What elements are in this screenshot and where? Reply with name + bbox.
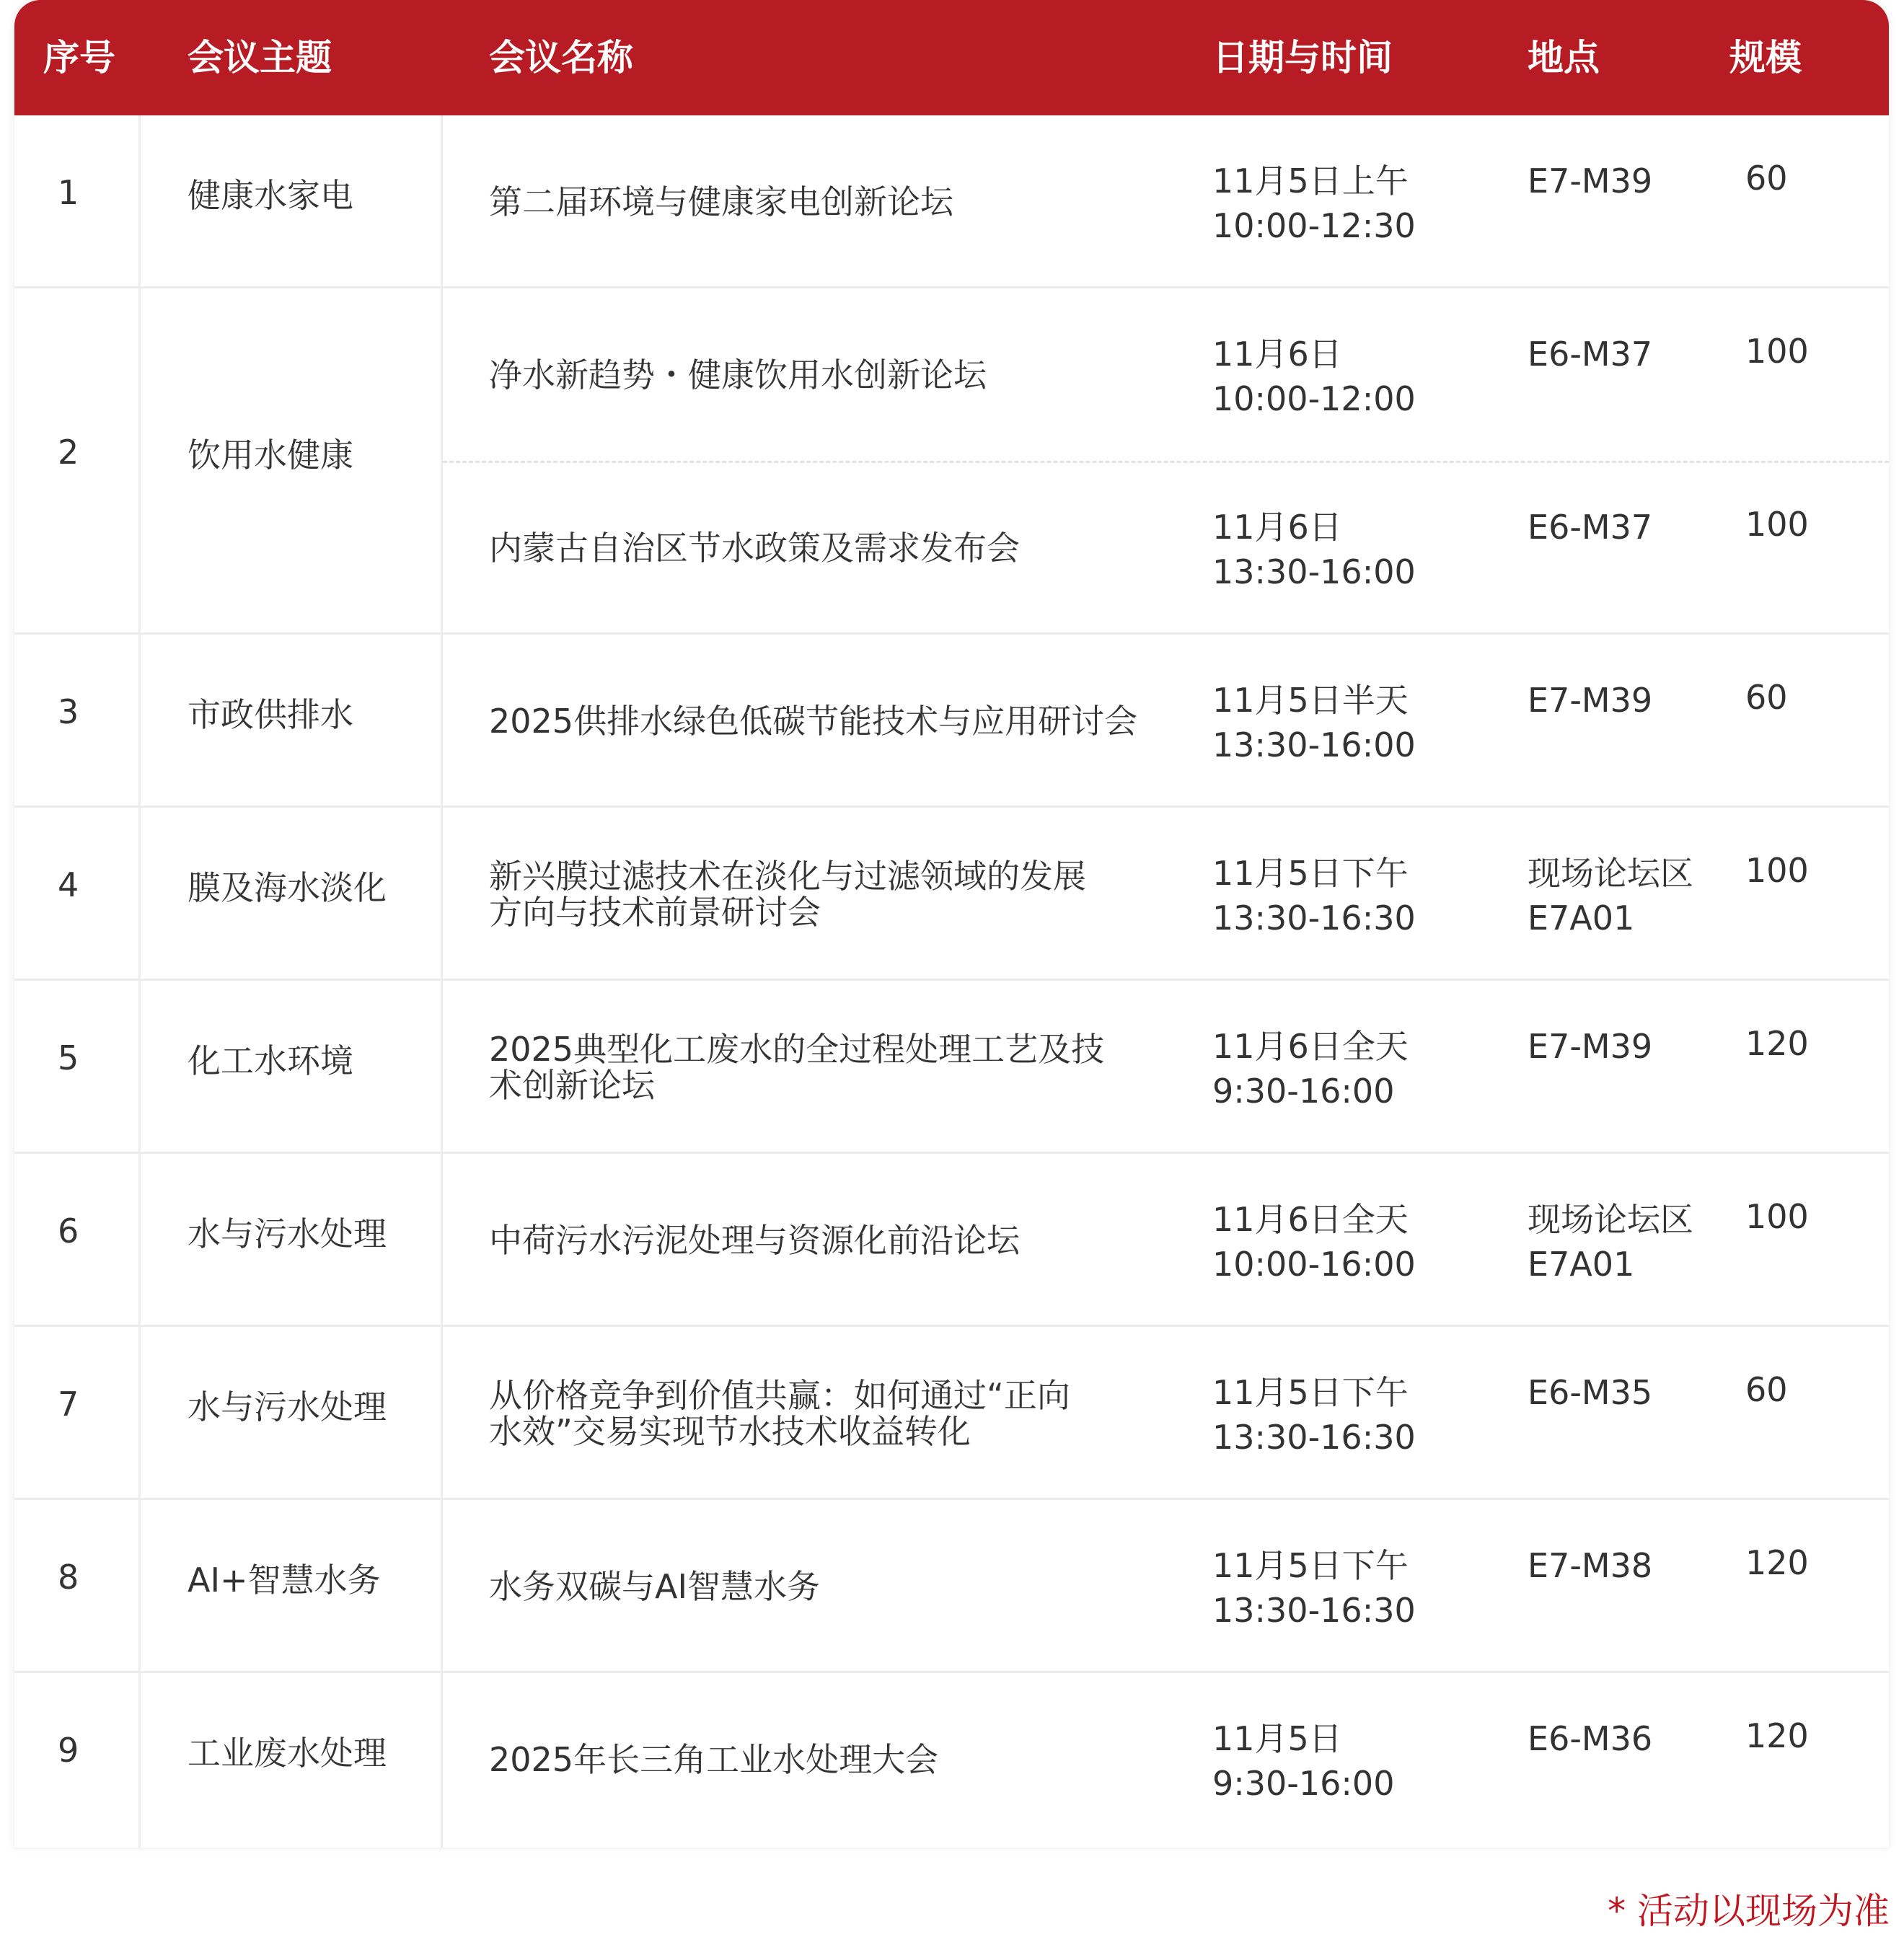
row-number: 9 (58, 1731, 79, 1770)
session-scale: 100 (1745, 851, 1809, 890)
header-topic: 会议主题 (188, 37, 332, 79)
session-name-line: 2025典型化工废水的全过程处理工艺及技 (489, 1030, 1105, 1069)
row-topic: AI+智慧水务 (188, 1561, 381, 1600)
session-date: 11月6日 (1212, 508, 1342, 547)
row-number: 1 (58, 173, 79, 212)
table-row (14, 1500, 1889, 1673)
session-datetime (1212, 1716, 1394, 1806)
table-row (14, 288, 1889, 635)
session-time: 10:00-12:00 (1212, 379, 1416, 418)
header-datetime: 日期与时间 (1212, 37, 1393, 79)
session-location-line: E7A01 (1528, 1245, 1635, 1284)
conference-table (14, 0, 1889, 1848)
session-location (1528, 1197, 1693, 1287)
session-location-line: E7-M38 (1528, 1546, 1653, 1585)
session-location-line: E7-M39 (1528, 681, 1653, 720)
row-number: 8 (58, 1558, 79, 1597)
session-scale: 120 (1745, 1024, 1809, 1063)
session-datetime (1212, 159, 1416, 248)
session-name-line: 第二届环境与健康家电创新论坛 (489, 182, 953, 221)
session-name (489, 1377, 1070, 1450)
row-topic: 水与污水处理 (188, 1214, 387, 1253)
row-topic: 饮用水健康 (188, 436, 353, 475)
table-header (14, 0, 1889, 115)
session-date: 11月5日 (1212, 1719, 1342, 1758)
row-number: 2 (58, 433, 79, 472)
session-scale: 100 (1745, 505, 1809, 544)
footnote: * 活动以现场为准 (1608, 1890, 1890, 1932)
table-row (14, 1327, 1889, 1500)
header-name: 会议名称 (489, 37, 633, 79)
session-datetime (1212, 1197, 1416, 1287)
session-time: 13:30-16:00 (1212, 725, 1416, 764)
session-time: 13:30-16:30 (1212, 1591, 1416, 1630)
table-row (14, 115, 1889, 288)
session-time: 13:30-16:30 (1212, 1418, 1416, 1457)
session-location (1528, 851, 1693, 940)
table-row (14, 808, 1889, 981)
row-topic: 工业废水处理 (188, 1734, 387, 1773)
row-topic: 水与污水处理 (188, 1387, 387, 1426)
row-topic: 健康水家电 (188, 176, 353, 215)
row-number: 4 (58, 865, 79, 904)
table-row (14, 981, 1889, 1154)
session-name-line: 术创新论坛 (489, 1066, 655, 1105)
session-date: 11月5日下午 (1212, 1546, 1409, 1585)
session-time: 10:00-16:00 (1212, 1245, 1416, 1284)
header-no: 序号 (43, 37, 115, 79)
session-name (489, 1222, 1020, 1258)
session-name-line: 2025供排水绿色低碳节能技术与应用研讨会 (489, 702, 1138, 741)
session-time: 13:30-16:30 (1212, 899, 1416, 937)
session-date: 11月5日下午 (1212, 1373, 1409, 1412)
session-name-line: 中荷污水污泥处理与资源化前沿论坛 (489, 1221, 1020, 1260)
session-name (489, 1742, 938, 1778)
session-date: 11月5日上午 (1212, 162, 1409, 200)
table-row (14, 1673, 1889, 1846)
session-name (489, 357, 987, 393)
session-date: 11月6日 (1212, 335, 1342, 374)
row-topic: 化工水环境 (188, 1041, 353, 1080)
header-location: 地点 (1528, 37, 1600, 79)
session-location-line: E7-M39 (1528, 1027, 1653, 1066)
session-location (1528, 1543, 1652, 1588)
session-name (489, 858, 1086, 930)
session-location (1528, 678, 1652, 723)
session-time: 13:30-16:00 (1212, 552, 1416, 591)
session-datetime (1212, 1024, 1409, 1113)
session-location-line: E6-M37 (1528, 335, 1653, 374)
session-datetime (1212, 505, 1416, 594)
session-name-line: 方向与技术前景研讨会 (489, 893, 821, 932)
table-row (14, 635, 1889, 808)
session-name-line: 内蒙古自治区节水政策及需求发布会 (489, 529, 1020, 568)
session-name (489, 530, 1020, 566)
session-location (1528, 159, 1652, 203)
session-location-line: E7-M39 (1528, 162, 1653, 200)
session-name-line: 新兴膜过滤技术在淡化与过滤领域的发展 (489, 857, 1086, 896)
session-divider (443, 461, 1889, 463)
session-location-line: 现场论坛区 (1528, 854, 1693, 893)
session-name (489, 1031, 1104, 1103)
session-time: 9:30-16:00 (1212, 1072, 1395, 1111)
session-name (489, 703, 1137, 739)
row-number: 3 (58, 692, 79, 731)
session-location-line: E6-M37 (1528, 508, 1653, 547)
session-location (1528, 1370, 1652, 1415)
session-date: 11月6日全天 (1212, 1027, 1409, 1066)
session-scale: 100 (1745, 332, 1809, 371)
session-scale: 120 (1745, 1716, 1809, 1755)
session-name (489, 184, 953, 220)
session-name-line: 水务双碳与AI智慧水务 (489, 1567, 821, 1606)
session-name-line: 水效”交易实现节水技术收益转化 (489, 1412, 971, 1451)
session-location (1528, 332, 1652, 376)
row-number: 5 (58, 1038, 79, 1077)
session-scale: 60 (1745, 159, 1788, 198)
session-date: 11月5日半天 (1212, 681, 1409, 720)
session-name-line: 2025年长三角工业水处理大会 (489, 1740, 939, 1779)
session-datetime (1212, 1543, 1416, 1633)
session-name-line: 净水新趋势・健康饮用水创新论坛 (489, 356, 987, 394)
session-location-line: E6-M35 (1528, 1373, 1653, 1412)
session-datetime (1212, 1370, 1416, 1460)
row-number: 6 (58, 1212, 79, 1250)
session-location (1528, 505, 1652, 550)
session-scale: 60 (1745, 678, 1788, 717)
session-datetime (1212, 851, 1416, 940)
session-location (1528, 1024, 1652, 1069)
session-location-line: 现场论坛区 (1528, 1200, 1693, 1239)
session-date: 11月6日全天 (1212, 1200, 1409, 1239)
row-topic: 市政供排水 (188, 695, 353, 734)
session-name-line: 从价格竞争到价值共赢：如何通过“正向 (489, 1376, 1070, 1415)
session-scale: 120 (1745, 1543, 1809, 1582)
session-scale: 60 (1745, 1370, 1788, 1409)
table-row (14, 1154, 1889, 1327)
session-datetime (1212, 332, 1416, 421)
session-time: 10:00-12:30 (1212, 206, 1416, 245)
header-scale: 规模 (1729, 37, 1802, 79)
row-topic: 膜及海水淡化 (188, 868, 387, 907)
session-datetime (1212, 678, 1416, 767)
session-time: 9:30-16:00 (1212, 1764, 1395, 1803)
session-location-line: E7A01 (1528, 899, 1635, 937)
session-scale: 100 (1745, 1197, 1809, 1236)
session-location (1528, 1716, 1652, 1761)
session-name (489, 1568, 820, 1605)
row-number: 7 (58, 1385, 79, 1424)
session-date: 11月5日下午 (1212, 854, 1409, 893)
session-location-line: E6-M36 (1528, 1719, 1653, 1758)
